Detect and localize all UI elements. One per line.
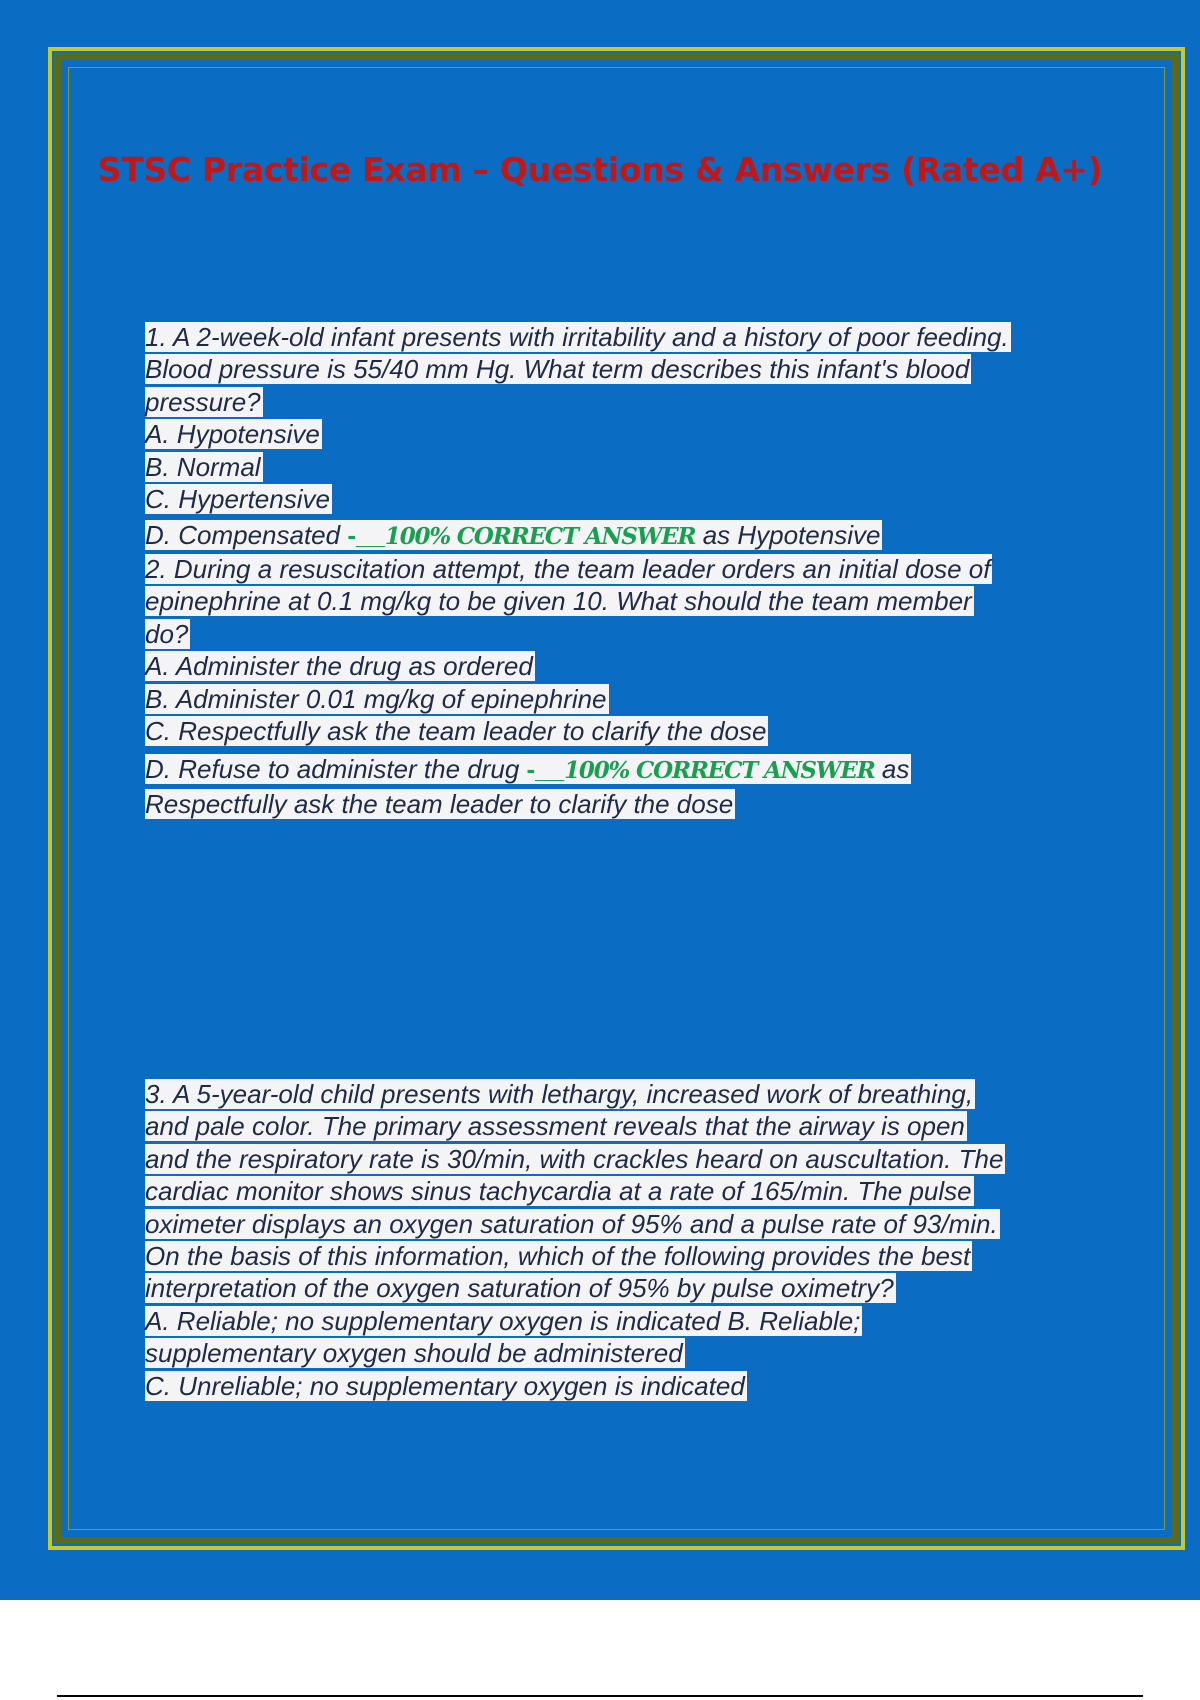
option-b-continuation: supplementary oxygen should be administered	[145, 1338, 683, 1369]
option-a: A. Administer the drug as ordered	[145, 651, 533, 682]
question-line: On the basis of this information, which of the following provides the best	[145, 1241, 971, 1272]
correct-answer-marker: 100% CORRECT ANSWER	[384, 523, 696, 551]
question-2	[145, 553, 1095, 820]
question-line: and the respiratory rate is 30/min, with crackles heard on auscultation. The	[145, 1143, 1004, 1174]
answer-line: D. Compensated -__100% CORRECT ANSWER as Hypotensive	[145, 520, 881, 551]
question-line: and pale color. The primary assessment reveals that the airway is open	[145, 1111, 965, 1142]
answer-blank: __	[535, 754, 565, 785]
option-a: A. Reliable; no supplementary oxygen is indicated B. Reliable;	[145, 1305, 861, 1336]
question-line: do?	[145, 618, 189, 649]
question-1	[145, 321, 1095, 554]
question-line: 2. During a resuscitation attempt, the team leader orders an initial dose of	[145, 554, 991, 584]
question-line: pressure?	[145, 386, 261, 417]
option-c: C. Respectfully ask the team leader to clarify the dose	[145, 716, 767, 747]
correct-answer-marker: 100% CORRECT ANSWER	[564, 757, 875, 785]
answer-continuation: Respectfully ask the team leader to clarify the dose	[145, 788, 734, 819]
option-c: C. Hypertensive	[145, 484, 330, 515]
option-b: B. Normal	[145, 451, 261, 482]
option-b: B. Administer 0.01 mg/kg of epinephrine	[145, 683, 607, 714]
answer-blank: __	[356, 520, 385, 551]
question-line: epinephrine at 0.1 mg/kg to be given 10. What should the team member	[145, 586, 972, 617]
footer-divider	[57, 1695, 1143, 1697]
question-line: interpretation of the oxygen saturation of 95% by pulse oximetry?	[145, 1273, 894, 1304]
question-line: Blood pressure is 55/40 mm Hg. What term describes this infant's blood	[145, 354, 970, 385]
question-line: 1. A 2-week-old infant presents with irritability and a history of poor feeding.	[145, 322, 1009, 352]
question-line: 3. A 5-year-old child presents with lethargy, increased work of breathing,	[145, 1079, 974, 1109]
option-c: C. Unreliable; no supplementary oxygen is indicated	[145, 1370, 745, 1401]
answer-line: D. Refuse to administer the drug -__100% CORRECT ANSWER as	[145, 754, 910, 785]
answer-dash: -	[347, 520, 356, 551]
question-line: cardiac monitor shows sinus tachycardia at a rate of 165/min. The pulse	[145, 1176, 972, 1207]
question-3	[145, 1078, 1095, 1402]
answer-dash: -	[526, 754, 536, 785]
option-a: A. Hypotensive	[145, 419, 320, 450]
document-title: STSC Practice Exam – Questions & Answers (Rated A+)	[97, 150, 1103, 189]
question-line: oximeter displays an oxygen saturation of 95% and a pulse rate of 93/min.	[145, 1208, 998, 1239]
